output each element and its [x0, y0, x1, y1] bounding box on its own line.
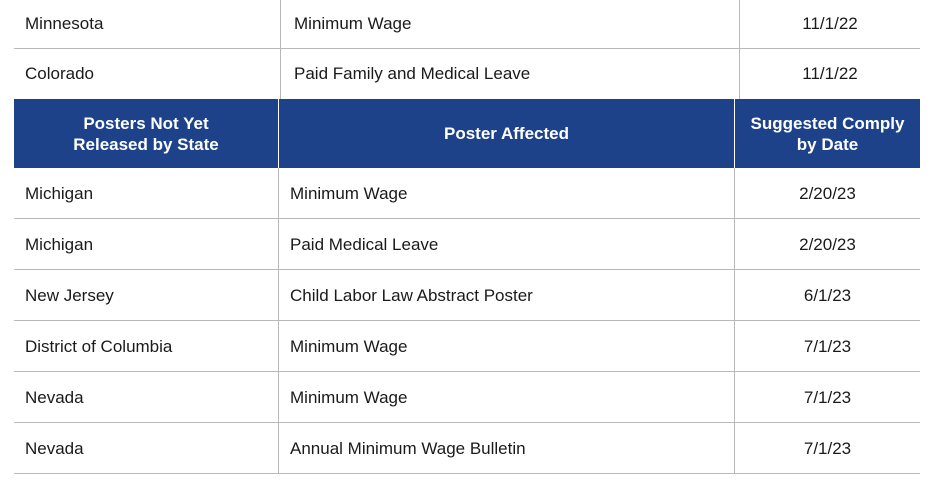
poster-cell: Minimum Wage	[279, 168, 735, 218]
poster-cell: Paid Family and Medical Leave	[281, 49, 740, 99]
table-row	[14, 423, 920, 474]
table-row	[14, 372, 920, 423]
date-cell: 2/20/23	[799, 235, 856, 254]
state-cell: Nevada	[14, 372, 279, 422]
date-cell: 7/1/23	[803, 439, 852, 458]
state-cell: Nevada	[14, 423, 279, 473]
poster-cell: Annual Minimum Wage Bulletin	[279, 423, 735, 473]
state-cell: Michigan	[14, 219, 279, 269]
header-poster: Poster Affected	[279, 99, 735, 168]
table-header	[14, 99, 920, 168]
state-cell: Michigan	[14, 168, 279, 218]
date-cell: 2/20/23	[799, 184, 856, 203]
state-cell: New Jersey	[14, 270, 279, 320]
poster-cell: Child Labor Law Abstract Poster	[279, 270, 735, 320]
poster-cell: Paid Medical Leave	[279, 219, 735, 269]
poster-cell: Minimum Wage	[279, 321, 735, 371]
date-cell: 11/1/22	[802, 14, 858, 33]
date-cell: 7/1/23	[803, 337, 852, 356]
table-row	[14, 219, 920, 270]
poster-cell: Minimum Wage	[281, 0, 740, 48]
table-row	[14, 0, 920, 49]
header-date: Suggested Comply by Date	[750, 113, 905, 154]
table-row	[14, 49, 920, 99]
date-cell: 6/1/23	[803, 286, 852, 305]
poster-cell: Minimum Wage	[279, 372, 735, 422]
not-released-posters-table	[14, 99, 920, 474]
date-cell: 11/1/22	[802, 64, 858, 83]
table-row	[14, 321, 920, 372]
state-cell: District of Columbia	[14, 321, 279, 371]
table-row	[14, 168, 920, 219]
date-cell: 7/1/23	[803, 388, 852, 407]
header-state: Posters Not Yet Released by State	[14, 99, 279, 168]
state-cell: Minnesota	[14, 0, 281, 48]
released-posters-table	[14, 0, 920, 99]
table-row	[14, 270, 920, 321]
state-cell: Colorado	[14, 49, 281, 99]
